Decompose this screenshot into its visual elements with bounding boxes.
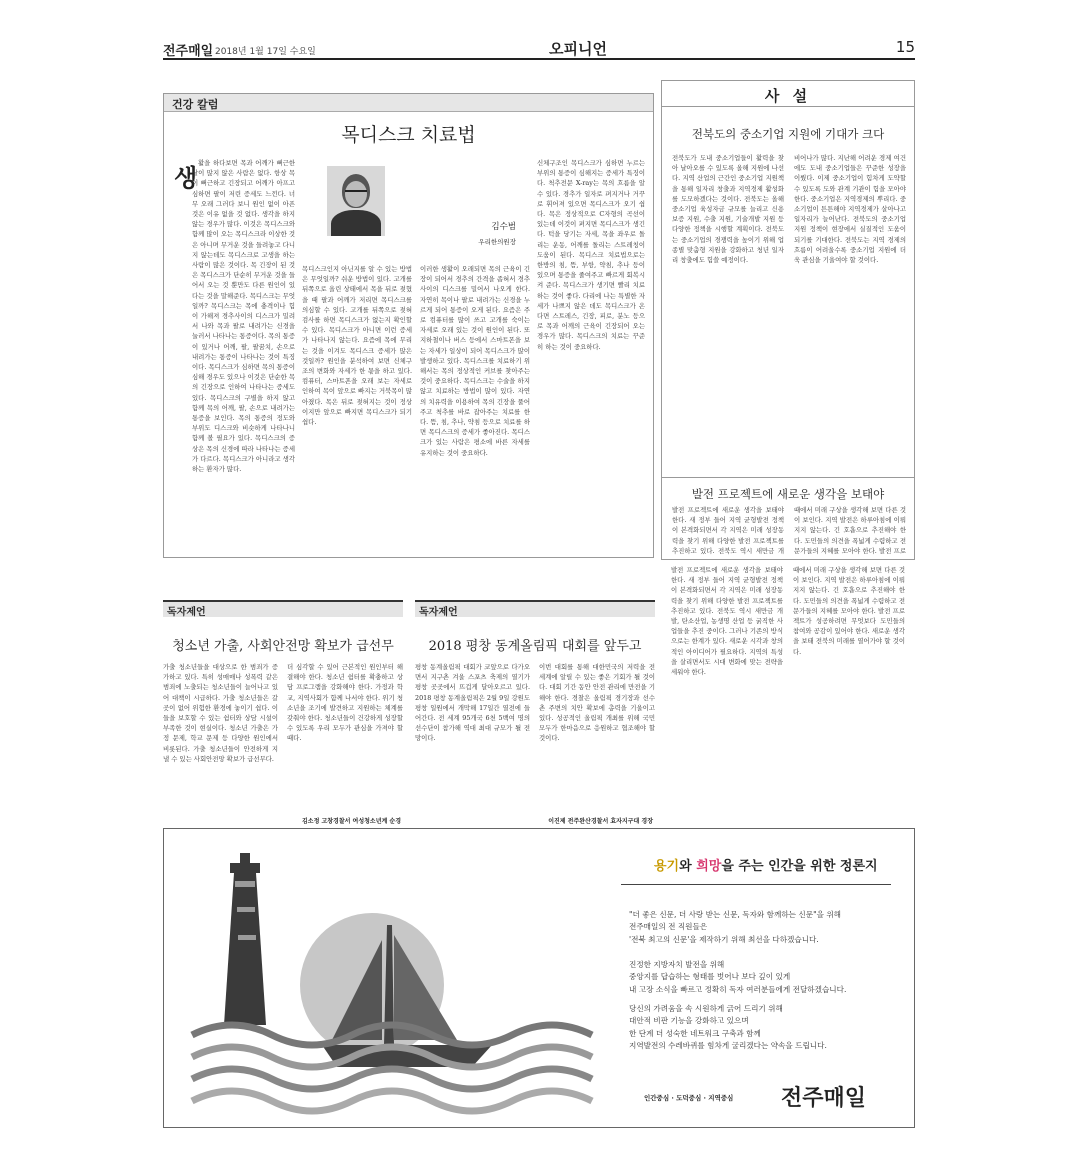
ad-divider <box>621 884 891 885</box>
editorial-2-body-col1: 발전 프로젝트에 새로운 생각을 보태야 한다. 새 정부 들어 지역 균형발전 정책이 본격화되면서 각 지역은 미래 성장동력을 찾기 위해 다양한 발전 프로젝트를 추진하고 있다. 전북도 역시 새만금 개발, 탄소산업, 농생명 산업 등 굵직한 사업들을 추진 중이다. 그러나 기존의 방식으로는 한계가 있다. 새로운 시각과 창의적인 아이디어가 필요하다. 지역의 특성을 살리면서도 시대 변화에 맞는 전략을 세워야 한다. <box>671 566 783 677</box>
ad-headline-rest: 을 주는 인간을 위한 정론지 <box>721 859 878 874</box>
reader-letter-1-title: 청소년 가출, 사회안전망 확보가 급선무 <box>172 639 394 654</box>
reader-letter-1-col2: 더 심각할 수 있어 근본적인 원인부터 해결해야 한다. 청소년 쉼터를 확충하고 상담 프로그램을 강화해야 한다. 가정과 학교, 지역사회가 함께 나서야 한다. 위기 청소년을 조기에 발견하고 지원하는 체계를 갖춰야 한다. 청소년들이 건강하게 성장할 수 있도록 우리 모두가 관심을 가져야 할 때다. <box>287 663 403 743</box>
reader-letter-1 <box>163 600 403 825</box>
ad-paragraph-2 <box>629 959 846 996</box>
author-face <box>345 181 367 207</box>
ad-headline <box>654 855 878 874</box>
health-column <box>163 93 654 558</box>
editorial-2-body-col2: 때에서 미래 구상을 생각해 보면 다른 것이 보인다. 지역 발전은 하루아침에 이뤄지지 않는다. 긴 호흡으로 추진해야 한다. 도민들의 의견을 폭넓게 수렴하고 전문가들의 지혜를 모아야 한다. 발전 프로젝트가 성공하려면 무엇보다 도민들의 참여와 공감이 있어야 한다. 새로운 생각을 보태 전북의 미래를 열어가야 할 것이다. <box>793 566 905 656</box>
reader-letter-2 <box>415 600 655 825</box>
ad-p2-line2: 중앙지를 답습하는 형태를 벗어나 보다 깊이 있게 <box>629 972 791 982</box>
lighthouse <box>224 853 266 1025</box>
ad-p3-line4: 지역발전의 수레바퀴를 힘차게 굴리겠다는 약속을 드립니다. <box>629 1041 827 1051</box>
reader-letter-1-col1: 가출 청소년들을 대상으로 한 범죄가 증가하고 있다. 특히 성매매나 성폭력 같은 범죄에 노출되는 청소년들이 늘어나고 있어 대책이 시급하다. 가출 청소년들은 갈 곳이 없어 위험한 환경에 놓이기 쉽다. 이들을 보호할 수 있는 쉼터와 상담 시설이 부족한 것이 현실이다. 청소년 가출은 가정 문제, 학교 문제 등 다양한 원인에서 비롯된다. 가출 청소년들이 안전하게 지낼 수 있는 사회안전망 확보가 급선무다. <box>163 663 278 763</box>
editorial-1-col2: 비어나가 많다. 지난해 어려운 경제 여건에도 도내 중소기업들은 꾸준한 성장을 이뤘다. 이제 중소기업이 힘차게 도약할 수 있도록 도와 관계 기관이 힘을 모아야 한다. 중소기업은 지역경제의 뿌리다. 중소기업이 튼튼해야 지역경제가 살아나고 일자리가 늘어난다. 전북도의 중소기업 지원 정책이 현장에서 실질적인 도움이 되기를 기대한다. 전북도는 지역 경제의 흐름이 어려울수록 중소기업 지원에 더욱 관심을 기울여야 할 것이다. <box>794 154 906 265</box>
author-name: 김수범 <box>491 222 516 232</box>
editorial-tag: 사 설 <box>662 81 914 107</box>
ad-p1-line1: "더 좋은 신문, 더 사랑 받는 신문, 독자와 함께하는 신문"을 위해 <box>629 910 842 919</box>
author-photo <box>327 166 385 236</box>
newspaper-ad <box>163 828 915 1128</box>
drop-cap: 생 <box>174 163 198 192</box>
editorial-headline-2: 발전 프로젝트에 새로운 생각을 보태야 <box>662 477 914 502</box>
health-text-col4: 신체구조인 목디스크가 심하면 누르는 부위의 통증이 심해지는 증세가 특징이다. 척추전문 X-ray는 목의 흐름을 알 수 있다. 경추가 일자로 펴지거나 거꾸로 휘어져 있으면 목디스크가 오기 쉽다. 목은 정상적으로 C자형의 곡선이 있는데 이것이 펴지면 목디스크가 생긴다. 턱을 당기는 자세, 목을 좌우로 돌리는 운동, 어깨를 돌리는 스트레칭이 도움이 된다. 목디스크 치료법으로는 한방의 침, 뜸, 부항, 약침, 추나 등이 있으며 통증을 줄여주고 빠르게 회복시켜 준다. 목디스크가 생기면 빨리 치료하는 것이 좋다. 다리에 나는 특별한 자세가 나쁘지 않은 데도 목디스크가 온다면 스트레스, 긴장, 피로, 분노 등으로 목과 어깨의 근육이 긴장되어 오는 경우가 많다. 목디스크의 치료는 꾸준히 하는 것이 중요하다. <box>537 159 645 351</box>
page-header <box>163 38 915 60</box>
ad-logo: 전주매일 <box>781 1086 867 1111</box>
author-body <box>331 210 381 236</box>
section-title: 오피니언 <box>549 40 607 58</box>
ad-headline-word-courage: 용기 <box>654 859 680 874</box>
health-column-tag: 건강 칼럼 <box>164 94 653 112</box>
ad-p3-line1: 당신의 가려움을 속 시원하게 긁어 드리기 위해 <box>629 1004 783 1013</box>
ad-p3-line3: 한 단계 더 성숙한 네트워크 구축과 함께 <box>629 1028 761 1038</box>
reader-letter-2-signature: 이진제 전주완산경찰서 효자지구대 경장 <box>548 818 653 825</box>
page-number: 15 <box>895 38 915 56</box>
ad-p1-line2: 전주매일의 전 직원들은 <box>629 922 708 932</box>
ad-paragraph-1 <box>629 909 841 946</box>
reader-letter-2-col2: 이번 대회를 통해 대한민국의 저력을 전 세계에 알릴 수 있는 좋은 기회가 될 것이다. 대회 기간 동안 안전 관리에 만전을 기해야 한다. 경찰은 올림픽 경기장과 선수촌 주변의 치안 확보에 총력을 기울이고 있다. 성공적인 올림픽 개최를 위해 국민 모두가 한마음으로 응원하고 협조해야 할 것이다. <box>539 663 655 743</box>
editorial-2-col1: 발전 프로젝트에 새로운 생각을 보태야 한다. 새 정부 들어 지역 균형발전 정책이 본격화되면서 각 지역은 미래 성장동력을 찾기 위해 다양한 발전 프로젝트를 추진하고 있다. 전북도 역시 새만금 개 <box>672 506 784 555</box>
issue-date: 2018년 1월 17일 수요일 <box>215 47 316 57</box>
health-text-col1: 활을 하다보면 목과 어깨가 뻐근한 날이 많지 않은 사람은 없다. 항상 목이 뻐근하고 긴장되고 어깨가 아프고 심하면 팔이 저린 증세도 느낀다. 너무 오래 그러다 보니 원인 없이 아픈 것은 이유 없을 것 없다. 생각을 하지 않는 경우가 많다. 이것은 목디스크와 함께 많이 오는 목디스크라 이상한 것은 아니며 무거운 것을 들려놓고 다니지 않는데도 목디스크로 고생을 하는 사람이 많은 것이다. 목 긴장이 된 것은 목디스크가 단순히 무거운 것을 들어서 오는 것 뿐만도 다른 원인이 있다는 것을 말해준다. 목디스크는 무엇일까? 목디스크는 목에 충격이나 힘이 가해져 경추사이의 디스크가 밀려서 나와 목과 팔로 내려가는 신경을 눌러서 나타나는 통증이다. 목의 통증이 있거나 어깨, 팔, 팔꿈치, 손으로 내려가는 통증이 나타나는 것이 특징이다. 목디스크가 심하면 목의 통증이 심해 경우도 있으나 이것은 단순한 목의 긴장으로 인하여 나타나는 증세도 있다. 목디스크의 구별을 하지 않고 함께 목의 어깨, 팔, 손으로 내려가는 통증을 보인다. 목의 통증의 정도와 부위도 디스크와 비슷하게 나타나니 함께 볼 필요가 있다. 목디스크의 증상은 목의 신경에 따라 나타나는 증세가 다르다. 목디스크가 아니라고 생각하는 환자가 많다. <box>192 159 295 474</box>
ad-p3-line2: 대안적 비판 기능을 강화하고 있으며 <box>629 1016 749 1026</box>
reader-letter-2-col1: 평창 동계올림픽 대회가 코앞으로 다가오면서 지구촌 겨울 스포츠 축제의 열기가 평창 곳곳에서 뜨겁게 달아오르고 있다. 2018 평창 동계올림픽은 2월 9일 강원도 평창 일원에서 개막해 17일간 열전에 들어간다. 전 세계 95개국 6천 5백여 명의 선수단이 참가해 역대 최대 규모가 될 전망이다. <box>415 663 530 743</box>
reader-letter-1-tag: 독자제언 <box>163 600 403 617</box>
author-affiliation: 우리한의원장 <box>478 238 516 246</box>
reader-letter-2-title: 2018 평창 동계올림픽 대회를 앞두고 <box>428 639 642 654</box>
ad-p1-line3: '전북 최고의 신문'을 제작하기 위해 최선을 다하겠습니다. <box>629 934 819 944</box>
ad-headline-conj-1: 와 <box>679 859 697 874</box>
editorial-headline-1: 전북도의 중소기업 지원에 기대가 크다 <box>691 127 885 141</box>
editorial-1-col1: 전북도가 도내 중소기업들이 활력을 찾아 날아오를 수 있도록 올해 지원에 나선다. 지역 산업의 근간인 중소기업 지원책을 통해 일자리 창출과 지역경제 활성화를 도모하겠다는 것이다. 전북도는 올해 중소기업 육성자금 규모를 늘리고 신용보증 지원, 수출 지원, 기술개발 지원 등 다양한 정책을 시행할 계획이다. 전북도는 중소기업의 경쟁력을 높이기 위해 업종별 맞춤형 지원을 강화하고 청년 일자리 창출에도 힘쓸 예정이다. <box>672 154 784 265</box>
paper-name: 전주매일 <box>163 44 214 59</box>
health-text-col2: 목디스크인지 아닌지를 알 수 있는 방법은 무엇일까? 쉬운 방법이 있다. 고개를 뒤쪽으로 올린 상태에서 목을 뒤로 젖혔을 때 팔과 어깨가 저리면 목디스크를 의심할 수 있다. 고개를 뒤쪽으로 젖혀 검사를 하면 목디스크가 없는지 확인할 수 있다. 목디스크가 아니면 이런 증세가 나타나지 않는다. 요즘에 목에 무리는 것을 이겨도 목디스크 증세가 많은 것일까? 원인을 분석하여 보면 신체구조의 변화와 자세가 한 몫을 하고 있다. 컴퓨터, 스마트폰을 오래 보는 자세로 인하여 목이 앞으로 빠지는 거북목이 많아졌다. 목은 뒤로 젖혀지는 것이 정상이지만 앞으로 빠지면 목디스크가 되기 쉽다. <box>302 265 412 427</box>
editorial <box>661 80 915 560</box>
ad-p2-line1: 진정한 지방자치 발전을 위해 <box>629 960 725 969</box>
editorial-2-col2: 때에서 미래 구상을 생각해 보면 다른 것이 보인다. 지역 발전은 하루아침에 이뤄지지 않는다. 긴 호흡으로 추진해야 한다. 도민들의 의견을 폭넓게 수렴하고 전문가들의 지혜를 모아야 한다. 발전 프로 <box>794 506 906 555</box>
reader-letter-1-signature: 김소정 고창경찰서 여성청소년계 순경 <box>301 818 401 825</box>
reader-letter-2-tag: 독자제언 <box>415 600 655 617</box>
health-column-title: 목디스크 치료법 <box>341 124 476 146</box>
lighthouse-ship-illustration <box>172 835 612 1125</box>
ad-headline-word-hope: 희망 <box>696 859 722 874</box>
ad-slogan: 인간중심 · 도덕중심 · 지역중심 <box>644 1094 734 1102</box>
health-text-col3: 이러한 생활이 오래되면 목의 근육이 긴장이 되어서 경추의 간격을 좁혀서 경추사이의 디스크를 밀어서 나오게 한다. 자연히 목이나 팔로 내려가는 신경을 누르게 되어 통증이 오게 된다. 요즘은 주로 컴퓨터를 많이 쓰고 고개를 숙이는 자세로 오래 있는 것이 원인이 된다. 또 지하철이나 버스 등에서 스마트폰을 보는 자세가 일상이 되어 목디스크가 많이 발생하고 있다. 목디스크를 치료하기 위해서는 목의 정상적인 커브를 찾아주는 것이 중요하다. 목디스크는 수술을 하지 않고 치료하는 방법이 많이 있다. 자연의 치유력을 이용하여 목의 긴장을 풀어주고 척추를 바로 잡아주는 치료를 한다. 뜸, 침, 추나, 약침 등으로 치료를 하면 목디스크의 증세가 좋아진다. 목디스크가 있는 사람은 평소에 바른 자세를 유지하는 것이 중요하다. <box>420 265 530 457</box>
ad-paragraph-3 <box>629 1003 827 1053</box>
author-glasses <box>345 190 367 194</box>
ad-p2-line3: 내 고장 소식을 빠르고 정확히 독자 여러분들에게 전달하겠습니다. <box>629 984 847 994</box>
